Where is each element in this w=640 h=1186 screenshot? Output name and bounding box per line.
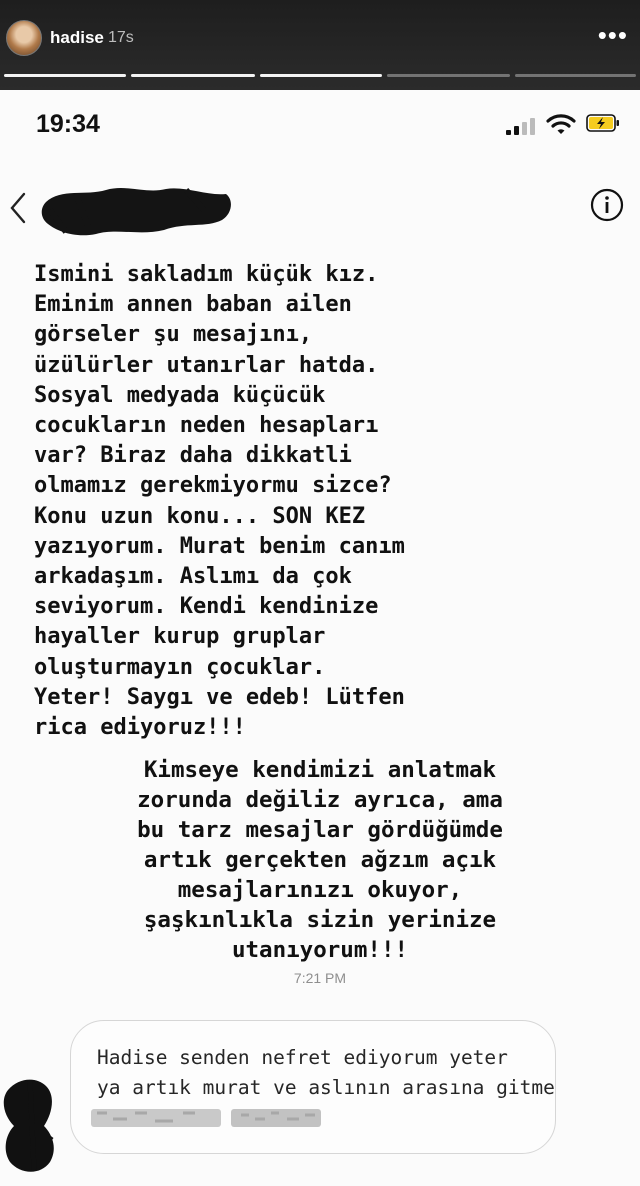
story-reply-text: Kimseye kendimizi anlatmak zorunda değiliz ayrıca, ama bu tarz mesajlar gördüğümde artık gerçekten ağzım açık mesajlarınızı okuyor, şaşkınlıkla sizin yerinize utanıyorum!!! bbox=[137, 757, 503, 963]
story-time-ago: 17s bbox=[108, 29, 134, 46]
wifi-icon bbox=[546, 112, 576, 136]
chevron-left-icon[interactable] bbox=[6, 190, 30, 226]
screenshot-content bbox=[0, 90, 640, 1186]
story-progress-segment bbox=[260, 74, 382, 77]
message-timestamp: 7:21 PM bbox=[293, 970, 347, 986]
story-note-text: Ismini sakladım küçük kız. Eminim annen baban ailen görseler şu mesajını, üzülürler utanırlar hatda. Sosyal medyada küçücük cocukların neden hesapları var? Biraz daha dikkatli olmamız gerekmiyormu sizce? Konu uzun konu... SON KEZ yazıyorum. Murat benim canım arkadaşım. Aslımı da çok seviyorum. Kendi kendinize hayaller kurup gruplar oluşturmayın çocuklar. Yeter! Saygı ve edeb! Lütfen rica ediyoruz!!! bbox=[34, 262, 405, 741]
signal-icon bbox=[506, 117, 540, 135]
status-bar-time: 19:34 bbox=[36, 110, 100, 138]
contact-name-redacted[interactable] bbox=[36, 180, 236, 240]
info-icon[interactable] bbox=[590, 188, 624, 222]
story-header bbox=[0, 0, 640, 90]
story-progress-segment bbox=[131, 74, 255, 77]
blurred-text-redaction bbox=[91, 1105, 321, 1131]
story-progress-segment bbox=[4, 74, 126, 77]
more-horizontal-icon[interactable]: ••• bbox=[597, 20, 628, 50]
incoming-message-bubble[interactable] bbox=[70, 1020, 556, 1154]
incoming-message-text: Hadise senden nefret ediyorum yeter ya artık murat ve aslının arasına gitme bbox=[97, 1046, 555, 1099]
story-avatar[interactable] bbox=[6, 20, 42, 56]
battery-charging-icon bbox=[586, 114, 620, 132]
story-progress-segment bbox=[515, 74, 636, 77]
sender-avatar-redacted bbox=[0, 1070, 62, 1180]
story-username[interactable]: hadise bbox=[50, 28, 104, 47]
story-progress-segment bbox=[387, 74, 510, 77]
